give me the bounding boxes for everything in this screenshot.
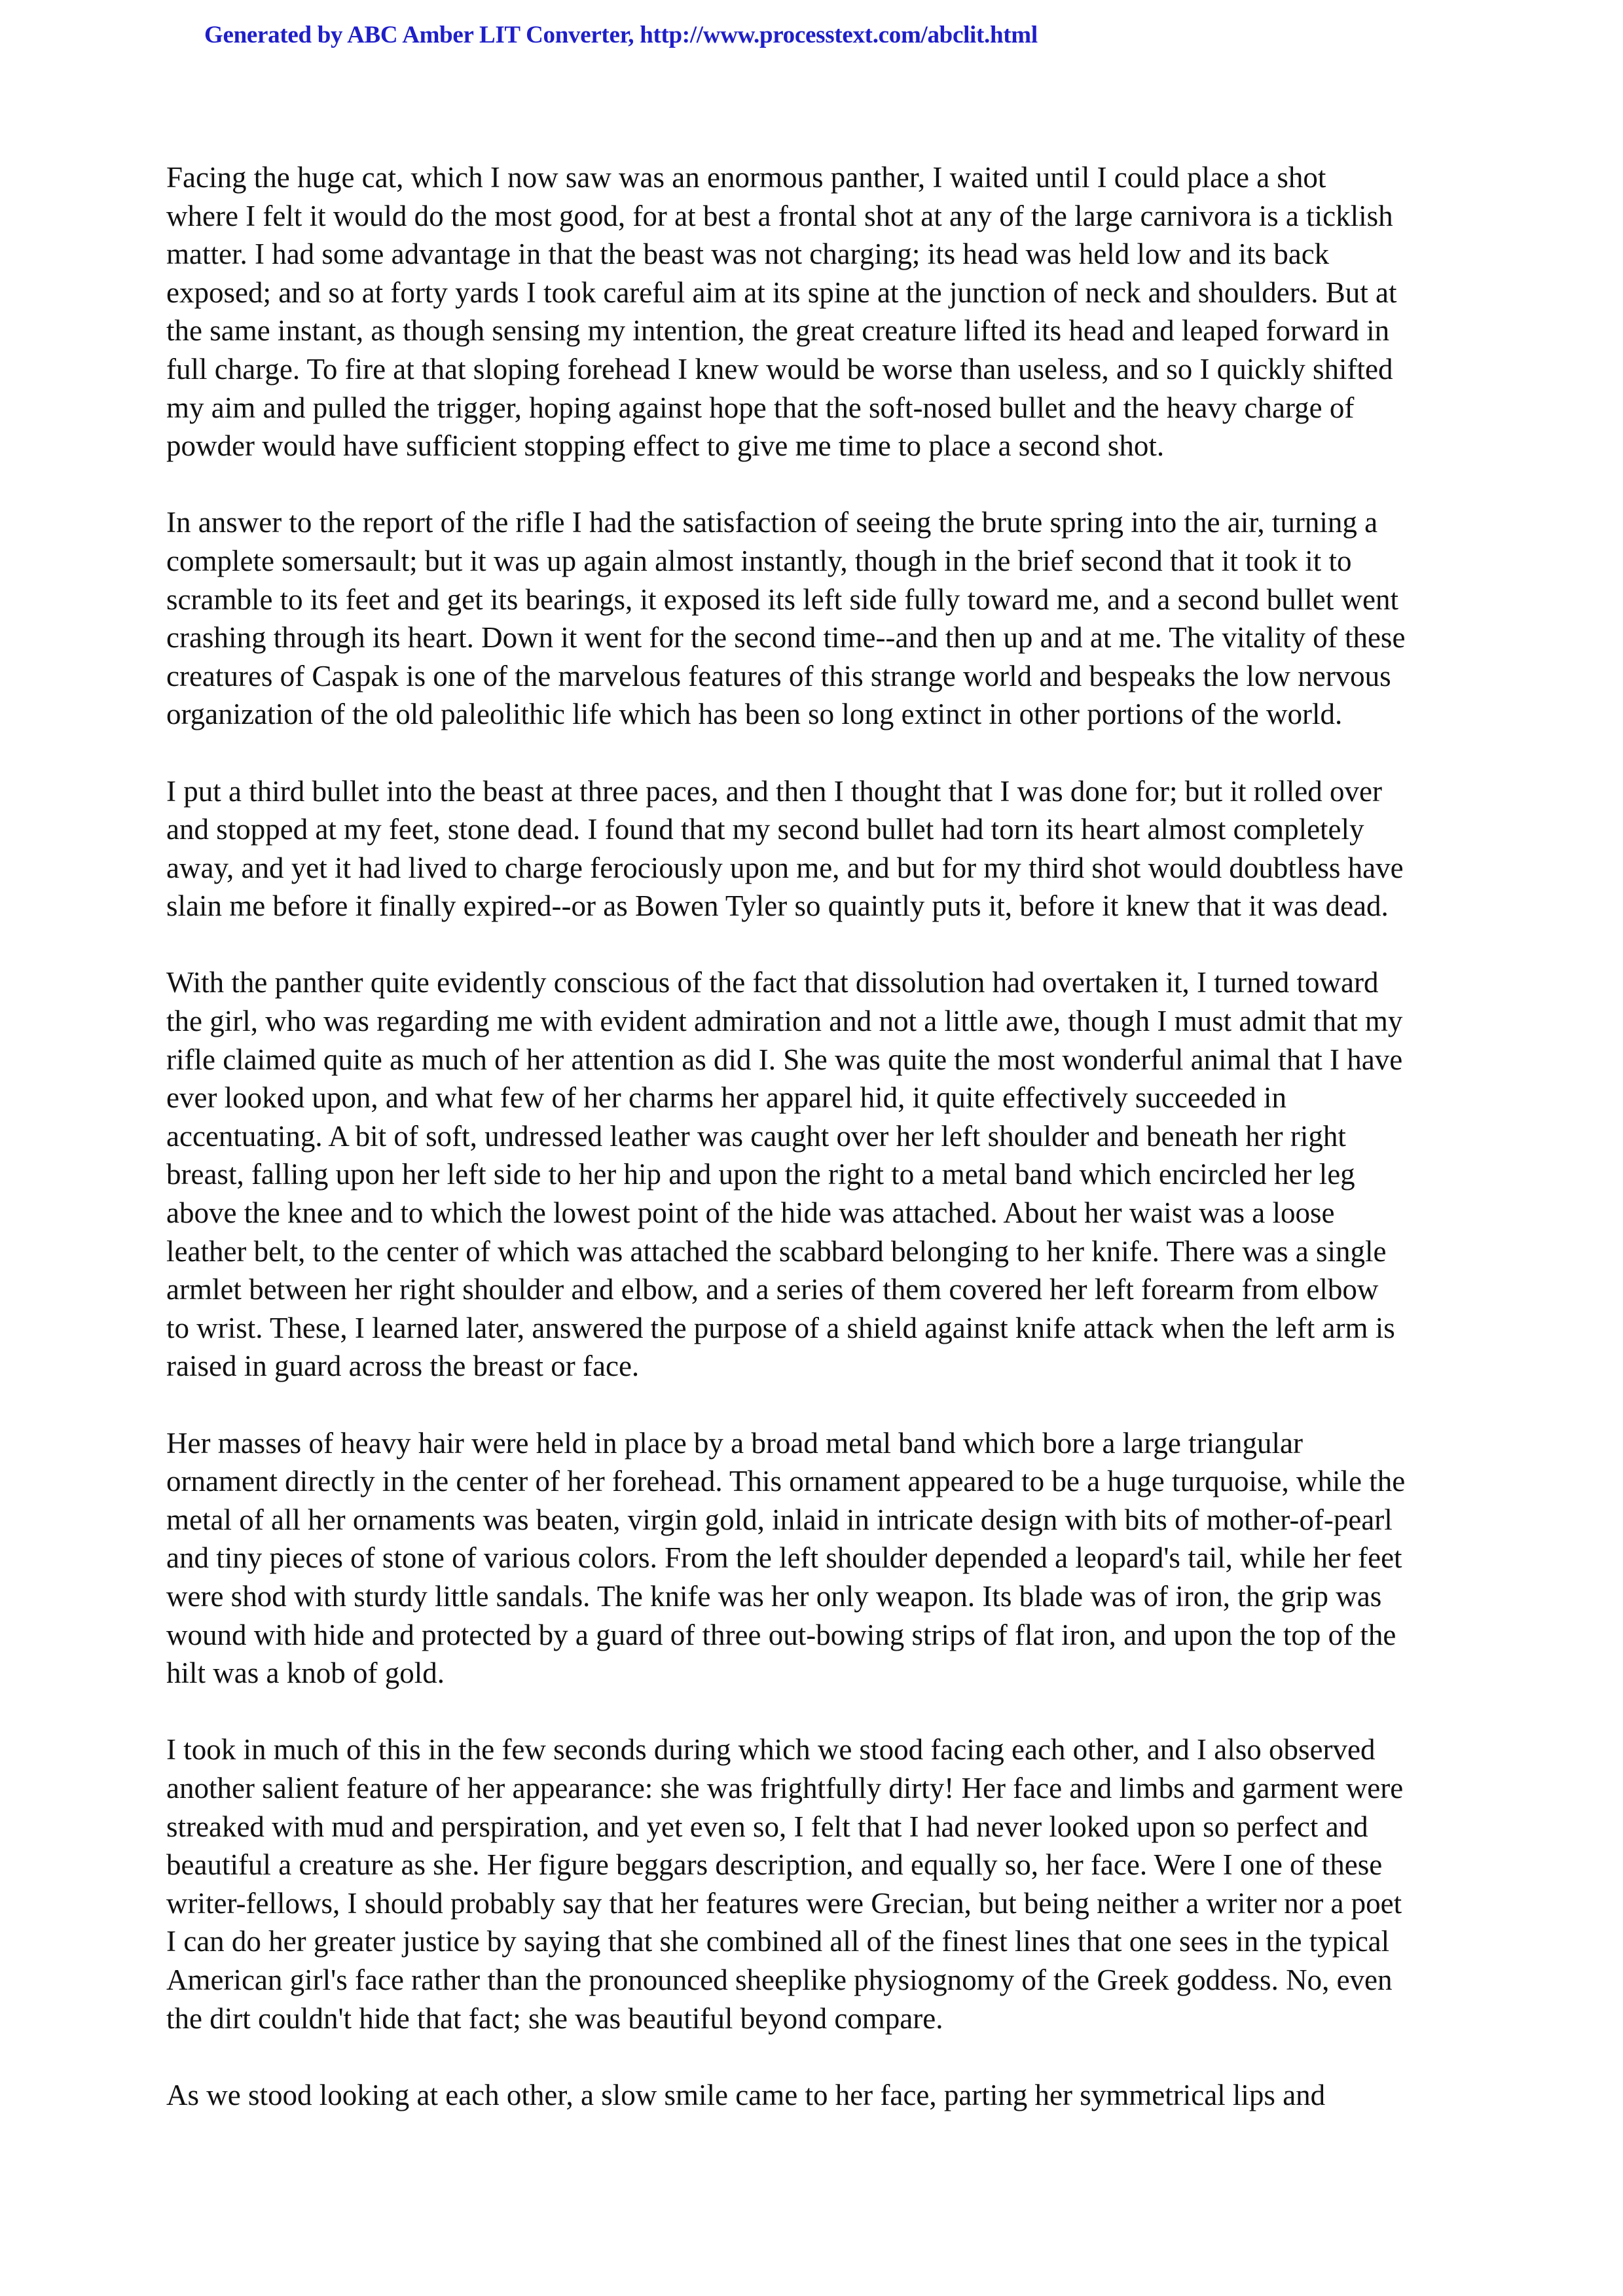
text-line: were shod with sturdy little sandals. The knife was her only weapon. Its blade was of iron, the grip was (166, 1579, 1382, 1613)
paragraph (166, 503, 1482, 734)
converter-banner: Generated by ABC Amber LIT Converter, http://www.processtext.com/abclit.html (204, 22, 1038, 48)
text-line: streaked with mud and perspiration, and yet even so, I felt that I had never looked upon so perfect and (166, 1810, 1368, 1843)
text-line: the same instant, as though sensing my intention, the great creature lifted its head and leaped forward in (166, 314, 1390, 348)
paragraph (166, 772, 1482, 925)
text-line: ever looked upon, and what few of her charms her apparel hid, it quite effectively succeeded in (166, 1081, 1286, 1115)
text-line: I took in much of this in the few seconds during which we stood facing each other, and I also observed (166, 1733, 1376, 1767)
text-line: wound with hide and protected by a guard of three out-bowing strips of flat iron, and upon the top of the (166, 1618, 1396, 1651)
text-line: metal of all her ornaments was beaten, virgin gold, inlaid in intricate design with bits of mother-of-pearl (166, 1503, 1393, 1536)
text-line: Facing the huge cat, which I now saw was an enormous panther, I waited until I could place a shot (166, 161, 1326, 194)
text-line: and stopped at my feet, stone dead. I found that my second bullet had torn its heart almost completely (166, 813, 1364, 846)
text-line: another salient feature of her appearance: she was frightfully dirty! Her face and limbs and garment were (166, 1771, 1404, 1804)
text-line: rifle claimed quite as much of her attention as did I. She was quite the most wonderful animal that I have (166, 1043, 1403, 1076)
text-line: crashing through its heart. Down it went for the second time--and then up and at me. The vitality of these (166, 621, 1406, 655)
text-line: slain me before it finally expired--or as Bowen Tyler so quaintly puts it, before it knew that it was dead. (166, 889, 1389, 923)
text-line: ornament directly in the center of her forehead. This ornament appeared to be a huge turquoise, while the (166, 1465, 1406, 1498)
text-line: my aim and pulled the trigger, hoping against hope that the soft-nosed bullet and the heavy charge of (166, 391, 1355, 424)
text-line: raised in guard across the breast or face. (166, 1350, 640, 1383)
text-line: breast, falling upon her left side to her hip and upon the right to a metal band which encircled her leg (166, 1158, 1355, 1191)
text-line: exposed; and so at forty yards I took careful aim at its spine at the junction of neck and shoulders. But at (166, 276, 1397, 309)
text-line: writer-fellows, I should probably say that her features were Grecian, but being neither a writer nor a poet (166, 1886, 1402, 1920)
text-line: above the knee and to which the lowest point of the hide was attached. About her waist was a loose (166, 1196, 1335, 1230)
text-line: beautiful a creature as she. Her figure beggars description, and equally so, her face. Were I one of these (166, 1848, 1383, 1882)
text-line: Her masses of heavy hair were held in place by a broad metal band which bore a large triangular (166, 1426, 1303, 1460)
text-line: where I felt it would do the most good, for at best a frontal shot at any of the large carnivora is a ticklish (166, 199, 1393, 232)
paragraph (166, 2076, 1482, 2115)
text-line: I can do her greater justice by saying that she combined all of the finest lines that one sees in the typical (166, 1925, 1390, 1958)
text-line: matter. I had some advantage in that the beast was not charging; its head was held low and its back (166, 238, 1330, 271)
text-line: With the panther quite evidently conscious of the fact that dissolution had overtaken it, I turned toward (166, 966, 1379, 999)
text-line: away, and yet it had lived to charge ferociously upon me, and but for my third shot would doubtless have (166, 851, 1404, 884)
text-line: I put a third bullet into the beast at three paces, and then I thought that I was done for; but it rolled over (166, 774, 1382, 808)
text-line: armlet between her right shoulder and elbow, and a series of them covered her left forearm from elbow (166, 1273, 1379, 1306)
text-line: As we stood looking at each other, a slow smile came to her face, parting her symmetrical lips and (166, 2078, 1326, 2111)
body-text (166, 158, 1482, 2114)
paragraph (166, 963, 1482, 1386)
text-line: to wrist. These, I learned later, answered the purpose of a shield against knife attack when the left arm is (166, 1311, 1395, 1344)
text-line: complete somersault; but it was up again almost instantly, though in the brief second that it took it to (166, 544, 1352, 577)
text-line: organization of the old paleolithic life which has been so long extinct in other portions of the world. (166, 698, 1343, 731)
text-line: creatures of Caspak is one of the marvelous features of this strange world and bespeaks the low nervous (166, 659, 1391, 692)
text-line: leather belt, to the center of which was attached the scabbard belonging to her knife. There was a single (166, 1234, 1387, 1268)
text-line: scramble to its feet and get its bearings, it exposed its left side fully toward me, and a second bullet went (166, 583, 1399, 616)
text-line: hilt was a knob of gold. (166, 1657, 445, 1690)
text-line: powder would have sufficient stopping effect to give me time to place a second shot. (166, 429, 1165, 463)
text-line: and tiny pieces of stone of various colors. From the left shoulder depended a leopard's tail, while her feet (166, 1541, 1402, 1575)
text-line: accentuating. A bit of soft, undressed leather was caught over her left shoulder and beneath her right (166, 1119, 1346, 1153)
text-line: full charge. To fire at that sloping forehead I knew would be worse than useless, and so I quickly shifted (166, 352, 1393, 386)
text-line: In answer to the report of the rifle I had the satisfaction of seeing the brute spring into the air, turning a (166, 506, 1378, 539)
paragraph (166, 1424, 1482, 1693)
text-line: the girl, who was regarding me with evident admiration and not a little awe, though I must admit that my (166, 1005, 1403, 1038)
paragraph (166, 1731, 1482, 2037)
text-line: American girl's face rather than the pronounced sheeplike physiognomy of the Greek goddess. No, even (166, 1963, 1393, 1996)
text-line: the dirt couldn't hide that fact; she was beautiful beyond compare. (166, 2001, 943, 2035)
paragraph (166, 158, 1482, 465)
